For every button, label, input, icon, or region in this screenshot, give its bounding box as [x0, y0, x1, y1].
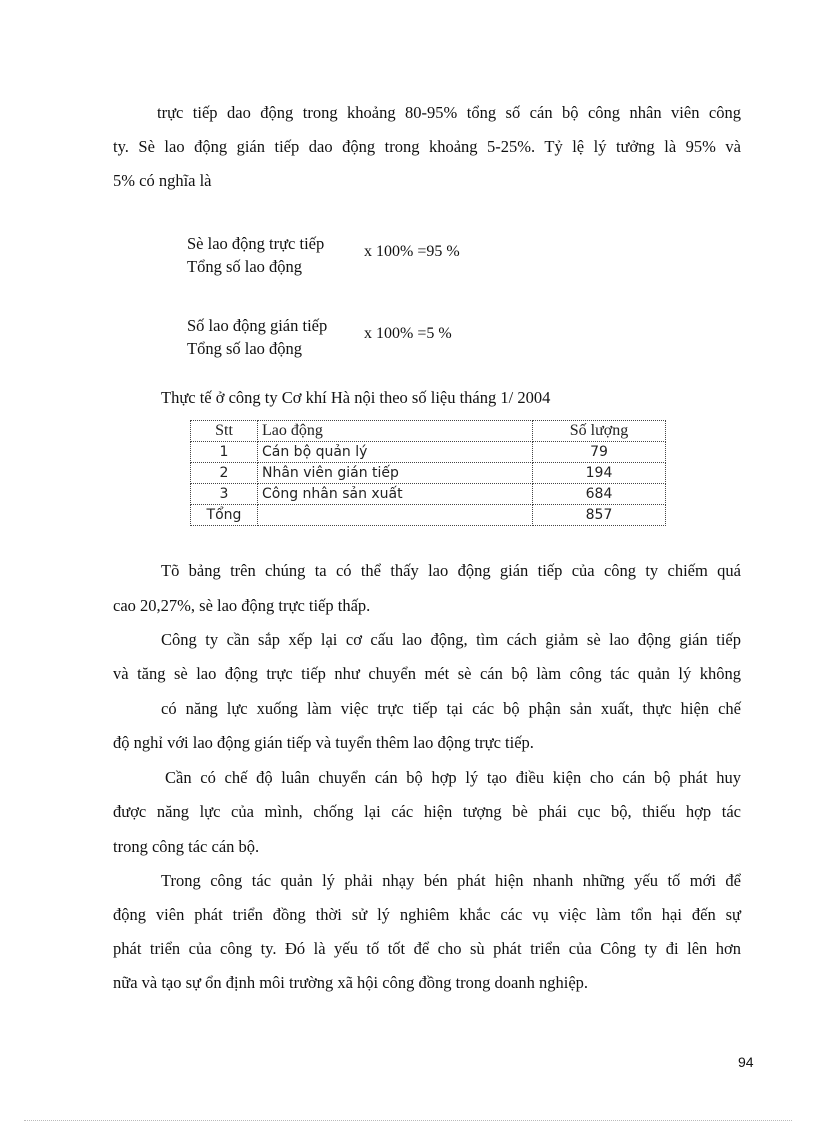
- cell-stt: 1: [191, 442, 258, 463]
- paragraph-4-line-2: được năng lực của mình, chống lại các hiện tượng bè phái cục bộ, thiếu hợp tác: [113, 802, 741, 821]
- paragraph-4-line-3: trong công tác cán bộ.: [113, 837, 260, 856]
- table-header-row: [191, 421, 666, 442]
- table-total-row: [191, 505, 666, 526]
- table-row: [191, 484, 666, 505]
- cell-lao-dong: Nhân viên gián tiếp: [258, 463, 533, 484]
- header-lao-dong: Lao động: [258, 421, 533, 442]
- table-row: [191, 463, 666, 484]
- page-bottom-rule: [24, 1120, 792, 1121]
- formula-1-numerator: Sè lao động trực tiếp: [187, 234, 325, 253]
- formula-2: [187, 314, 327, 360]
- paragraph-5-line-2: động viên phát triển đồng thời sử lý nghiêm khắc các vụ việc làm tổn hại đến sự: [113, 905, 741, 924]
- cell-stt: 3: [191, 484, 258, 505]
- cell-lao-dong: Công nhân sản xuất: [258, 484, 533, 505]
- page-number: 94: [738, 1054, 754, 1070]
- formula-1-denominator: Tổng số lao động: [187, 257, 303, 276]
- formula-1-result: x 100% =95 %: [364, 243, 460, 260]
- formula-2-denominator: Tổng số lao động: [187, 339, 303, 358]
- paragraph-3-line-3: có năng lực xuống làm việc trực tiếp tại các bộ phận sản xuất, thực hiện chế: [161, 699, 741, 718]
- paragraph-5-line-4: nữa và tạo sự ổn định môi trường xã hội công đồng trong doanh nghiệp.: [113, 973, 589, 992]
- paragraph-1-line-3: 5% có nghĩa là: [113, 171, 212, 190]
- table-caption: Thực tế ở công ty Cơ khí Hà nội theo số liệu tháng 1/ 2004: [161, 388, 551, 407]
- formula-1: [187, 232, 324, 278]
- header-stt: Stt: [191, 421, 258, 442]
- header-so-luong: Số lượng: [533, 421, 666, 442]
- labor-table: [190, 420, 666, 526]
- paragraph-2-line-1: Tõ bảng trên chúng ta có thể thấy lao động gián tiếp của công ty chiếm quá: [161, 561, 741, 580]
- cell-total-value: 857: [533, 505, 666, 526]
- cell-total-empty: [258, 505, 533, 526]
- paragraph-1-line-2: ty. Sè lao động gián tiếp dao động trong khoảng 5-25%. Tỷ lệ lý tưởng là 95% và: [113, 137, 741, 156]
- formula-2-result: x 100% =5 %: [364, 325, 452, 342]
- paragraph-3-line-1: Công ty cần sắp xếp lại cơ cấu lao động, tìm cách giảm sè lao động gián tiếp: [161, 630, 741, 649]
- paragraph-4-line-1: Cần có chế độ luân chuyển cán bộ hợp lý tạo điều kiện cho cán bộ phát huy: [165, 768, 741, 787]
- paragraph-3-line-2: và tăng sè lao động trực tiếp như chuyển mét sè cán bộ làm công tác quản lý không: [113, 664, 741, 683]
- paragraph-5-line-1: Trong công tác quản lý phải nhạy bén phát hiện nhanh những yếu tố mới để: [161, 871, 741, 890]
- paragraph-2-line-2: cao 20,27%, sè lao động trực tiếp thấp.: [113, 596, 371, 615]
- table-row: [191, 442, 666, 463]
- paragraph-3-line-4: độ nghỉ với lao động gián tiếp và tuyển thêm lao động trực tiếp.: [113, 733, 534, 752]
- cell-so-luong: 194: [533, 463, 666, 484]
- cell-so-luong: 684: [533, 484, 666, 505]
- formula-2-numerator: Số lao động gián tiếp: [187, 316, 328, 335]
- cell-lao-dong: Cán bộ quản lý: [258, 442, 533, 463]
- cell-total-label: Tổng: [191, 505, 258, 526]
- paragraph-5-line-3: phát triển của công ty. Đó là yếu tố tốt để cho sù phát triển của Công ty đi lên hơn: [113, 939, 741, 958]
- cell-so-luong: 79: [533, 442, 666, 463]
- cell-stt: 2: [191, 463, 258, 484]
- paragraph-1-line-1: trực tiếp dao động trong khoảng 80-95% tổng số cán bộ công nhân viên công: [157, 103, 741, 122]
